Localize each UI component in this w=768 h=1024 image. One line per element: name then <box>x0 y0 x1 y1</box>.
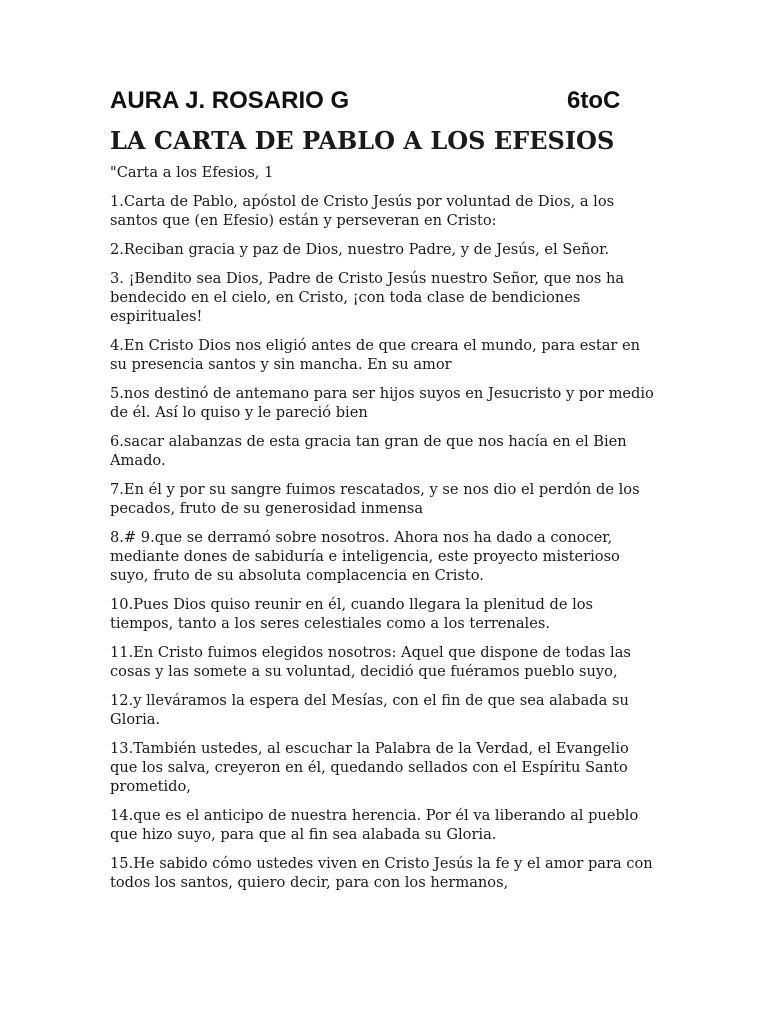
verse-paragraph: 4.En Cristo Dios nos eligió antes de que creara el mundo, para estar en su presencia santos y sin mancha. En su amor <box>110 337 641 373</box>
document-header <box>110 86 660 116</box>
document-body <box>110 163 660 892</box>
verse-paragraph: 15.He sabido cómo ustedes viven en Cristo Jesús la fe y el amor para con todos los santos, quiero decir, para con los hermanos, <box>110 855 653 891</box>
author-name: AURA J. ROSARIO G <box>110 87 350 114</box>
verse-paragraph: 12.y lleváramos la espera del Mesías, con el fin de que sea alabada su Gloria. <box>110 692 629 728</box>
verse-paragraph: 10.Pues Dios quiso reunir en él, cuando llegara la plenitud de los tiempos, tanto a los seres celestiales como a los terrenales. <box>110 596 594 632</box>
verse-paragraph: 2.Reciban gracia y paz de Dios, nuestro Padre, y de Jesús, el Señor. <box>110 241 610 258</box>
verse-paragraph: 7.En él y por su sangre fuimos rescatados, y se nos dio el perdón de los pecados, fruto de su generosidad inmensa <box>110 481 640 517</box>
document-page <box>110 86 660 902</box>
verse-paragraph: 1.Carta de Pablo, apóstol de Cristo Jesús por voluntad de Dios, a los santos que (en Efesio) están y perseveran en Cristo: <box>110 193 615 229</box>
verse-paragraph: 5.nos destinó de antemano para ser hijos suyos en Jesucristo y por medio de él. Así lo quiso y le pareció bien <box>110 385 654 421</box>
verse-paragraph: 8.# 9.que se derramó sobre nosotros. Ahora nos ha dado a conocer, mediante dones de sabiduría e inteligencia, este proyecto misterioso suyo, fruto de su absoluta complacencia en Cristo. <box>110 529 620 584</box>
verse-paragraph: 6.sacar alabanzas de esta gracia tan gran de que nos hacía en el Bien Amado. <box>110 433 627 469</box>
course-label: 6toC <box>567 87 621 114</box>
verse-paragraph: 13.También ustedes, al escuchar la Palabra de la Verdad, el Evangelio que los salva, creyeron en él, quedando sellados con el Espíritu Santo prometido, <box>110 740 629 795</box>
document-title: LA CARTA DE PABLO A LOS EFESIOS <box>110 126 615 155</box>
verse-paragraph: 14.que es el anticipo de nuestra herencia. Por él va liberando al pueblo que hizo suyo, para que al fin sea alabada su Gloria. <box>110 807 639 843</box>
verse-paragraph: 11.En Cristo fuimos elegidos nosotros: Aquel que dispone de todas las cosas y las somete a su voluntad, decidió que fuéramos pueblo suyo, <box>110 644 631 680</box>
verse-paragraph: 3. ¡Bendito sea Dios, Padre de Cristo Jesús nuestro Señor, que nos ha bendecido en el cielo, en Cristo, ¡con toda clase de bendiciones espirituales! <box>110 270 625 325</box>
chapter-heading: "Carta a los Efesios, 1 <box>110 164 274 181</box>
